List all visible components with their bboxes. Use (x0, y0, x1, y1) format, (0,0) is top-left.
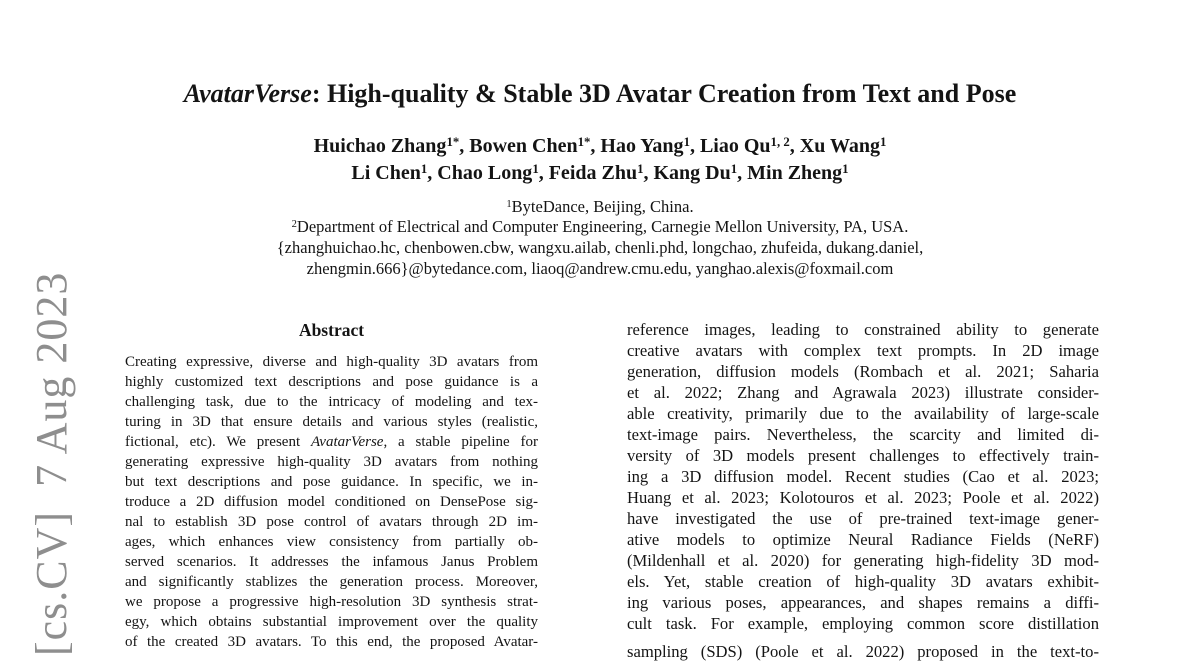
text-segment: , Hao Yang (590, 135, 684, 157)
superscript: 1, 2 (770, 135, 790, 150)
text-segment: AvatarVerse (310, 434, 384, 450)
email-line-2: zhengmin.666}@bytedance.com, liaoq@andrew.cmu.edu, yanghao.alexis@foxmail.com (306, 259, 894, 278)
abstract-text (125, 352, 538, 652)
text-segment: generating expressive high-quality 3D avatars from nothing (125, 454, 538, 470)
text-segment: fictional, etc). We present (125, 434, 311, 450)
superscript: 1 (730, 162, 738, 177)
introduction-column-text (627, 319, 1099, 634)
text-segment: challenging task, due to the intricacy of modeling and tex- (125, 394, 538, 410)
text-segment: ing a 3D diffusion model. Recent studies (Cao et al. 2023; (627, 467, 1099, 486)
text-segment: els. Yet, stable creation of high-quality 3D avatars exhibit- (627, 572, 1099, 591)
text-line (125, 552, 538, 572)
text-segment: ing various poses, appearances, and shapes remains a diffi- (627, 593, 1099, 612)
text-line (627, 403, 1099, 424)
superscript: 1 (420, 162, 428, 177)
superscript: 1 (532, 162, 539, 177)
text-segment: creative avatars with complex text prompts. In 2D image (627, 341, 1099, 360)
text-segment: (Mildenhall et al. 2020) for generating high-fidelity 3D mod- (627, 551, 1099, 570)
text-segment: ages, which enhances view consistency from partially ob- (125, 534, 538, 550)
text-line (125, 532, 538, 552)
text-segment: cult task. For example, employing common score distillation (627, 614, 1099, 633)
text-line (125, 612, 538, 632)
text-line (627, 508, 1099, 529)
text-segment: Li Chen (351, 162, 421, 184)
text-line (627, 361, 1099, 382)
text-line (125, 432, 538, 452)
text-segment: have investigated the use of pre-trained text-image gener- (627, 509, 1099, 528)
text-line (125, 452, 538, 472)
text-segment: served scenarios. It addresses the infamous Janus Problem (125, 554, 538, 570)
author-line-2 (0, 160, 1200, 188)
text-segment: generation, diffusion models (Rombach et al. 2021; Saharia (627, 362, 1099, 381)
text-segment: , Xu Wang (789, 135, 880, 157)
text-line (627, 340, 1099, 361)
text-line (627, 571, 1099, 592)
text-segment: reference images, leading to constrained ability to generate (627, 320, 1099, 339)
text-line (125, 372, 538, 392)
text-segment: Huang et al. 2023; Kolotouros et al. 2023; Poole et al. 2022) (627, 488, 1099, 507)
superscript: 1 (683, 135, 690, 150)
text-line (627, 529, 1099, 550)
text-line (627, 466, 1099, 487)
text-line (125, 492, 538, 512)
text-segment: ative models to optimize Neural Radiance Fields (NeRF) (627, 530, 1099, 549)
text-segment: , Feida Zhu (538, 162, 638, 184)
text-segment: Department of Electrical and Computer Engineering, Carnegie Mellon University, PA, USA. (296, 217, 909, 236)
text-segment: text-image pairs. Nevertheless, the scarcity and limited di- (627, 425, 1099, 444)
text-line (627, 550, 1099, 571)
text-segment: , Liao Qu (689, 135, 771, 157)
text-line (125, 392, 538, 412)
text-line (627, 445, 1099, 466)
text-line (125, 352, 538, 372)
text-line (627, 613, 1099, 634)
email-line-1: {zhanghuichao.hc, chenbowen.cbw, wangxu.ailab, chenli.phd, longchao, zhufeida, dukang.daniel, (276, 238, 924, 257)
text-line (627, 487, 1099, 508)
text-line (627, 382, 1099, 403)
text-line (125, 412, 538, 432)
text-segment: able creativity, primarily due to the availability of large-scale (627, 404, 1099, 423)
text-segment: sampling (SDS) (Poole et al. 2022) proposed in the text-to- (627, 642, 1099, 661)
text-line (627, 641, 1099, 662)
paper-title (0, 78, 1200, 110)
text-line (125, 572, 538, 592)
text-line (627, 319, 1099, 340)
author-line-1 (0, 133, 1200, 161)
text-line (125, 632, 538, 652)
text-line (627, 424, 1099, 445)
text-segment: , Min Zheng (737, 162, 843, 184)
text-segment: turing in 3D that ensure details and various styles (realistic, (125, 414, 538, 430)
abstract-heading: Abstract (298, 320, 365, 340)
text-segment: , Bowen Chen (459, 135, 578, 157)
superscript: 1 (506, 199, 512, 211)
introduction-column-partial-line (627, 641, 1099, 661)
superscript: 1 (842, 162, 849, 177)
text-segment: highly customized text descriptions and pose guidance is a (125, 374, 538, 390)
text-segment: of the created 3D avatars. To this end, the proposed Avatar- (125, 634, 538, 650)
text-line (125, 512, 538, 532)
text-line (125, 592, 538, 612)
text-segment: versity of 3D models present challenges to effectively train- (627, 446, 1099, 465)
text-segment: et al. 2022; Zhang and Agrawala 2023) illustrate consider- (627, 383, 1099, 402)
text-segment: troduce a 2D diffusion model conditioned on DensePose sig- (125, 494, 538, 510)
superscript: 1 (637, 162, 644, 177)
text-segment: , Chao Long (427, 162, 533, 184)
superscript: 1 (879, 135, 887, 150)
text-segment: and significantly stablizes the generation process. Moreover, (125, 574, 538, 590)
text-segment: , Kang Du (643, 162, 731, 184)
superscript: 1* (577, 135, 591, 150)
text-segment: , a stable pipeline for (383, 434, 538, 450)
superscript: 2 (291, 219, 297, 231)
text-segment: : High-quality & Stable 3D Avatar Creation from Text and Pose (311, 79, 1017, 108)
text-segment: egy, which obtains substantial improvement over the quality (125, 614, 538, 630)
text-segment: Creating expressive, diverse and high-quality 3D avatars from (125, 354, 538, 370)
text-line (627, 592, 1099, 613)
superscript: 1* (446, 135, 460, 150)
text-segment: Huichao Zhang (313, 135, 447, 157)
text-line (125, 472, 538, 492)
text-segment: AvatarVerse (183, 79, 312, 108)
text-segment: but text descriptions and pose guidance. In specific, we in- (125, 474, 538, 490)
arxiv-watermark: [cs.CV] 7 Aug 2023 (27, 271, 76, 656)
text-segment: ByteDance, Beijing, China. (511, 197, 694, 216)
text-segment: we propose a progressive high-resolution 3D synthesis strat- (125, 594, 538, 610)
text-segment: nal to establish 3D pose control of avatars through 2D im- (125, 514, 538, 530)
